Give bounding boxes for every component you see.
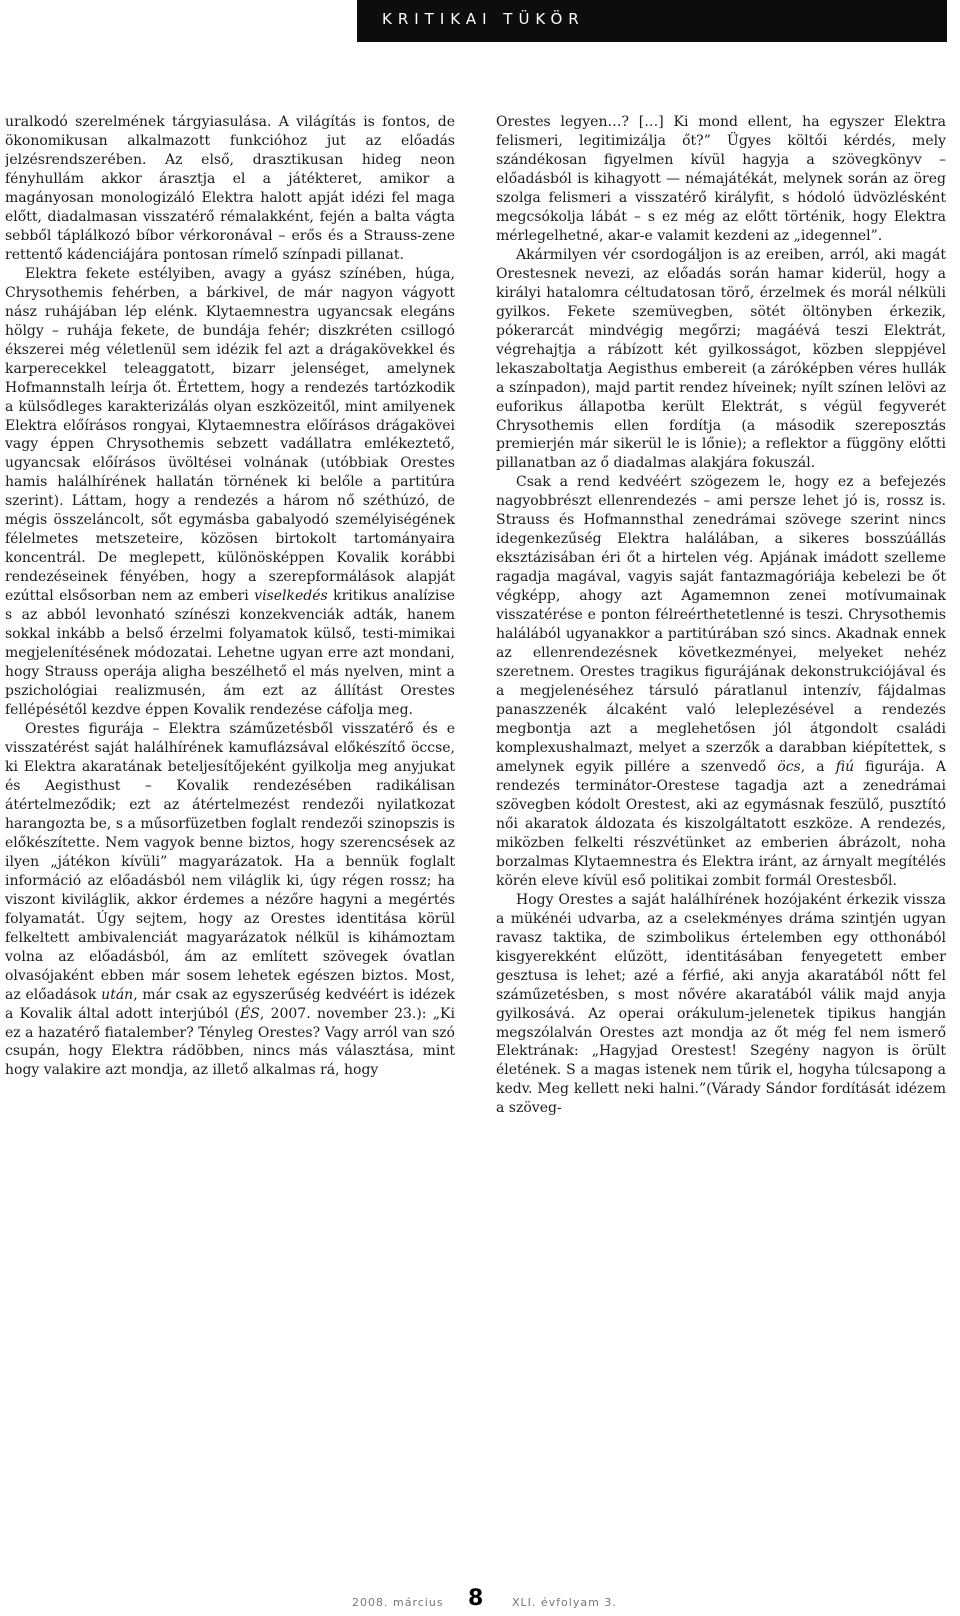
page-number: 8 — [468, 1586, 484, 1611]
paragraph: Csak a rend kedvéért szögezem le, hogy ez a befejezés nagyobbrészt ellenrendezés – ami persze lehet jó is, rossz is. Strauss és Hofmannsthal zenedrámai szövege szerint nincs idegenkezűség Elektra halálában, a sikeres bosszúállás eksztázisában éri őt a hirtelen vég. Apjának imádott szelleme ragadja magával, vagyis saját fantazmagóriája kebelezi be őt végképp, ahogy azt Agamemnon zenei motívumainak visszatérése e ponton félreérthetetlenné is teszi. Chrysothemis halálából ugyanakkor a partitúrában szó sincs. Akadnak ennek az ellenrendezésnek következményei, melyeket nehéz szeretnem. Orestes tragikus figurájának dekonstrukciójával és a megjelenéséhez társuló páratlanul intenzív, fájdalmas panaszzenék álcaként való leleplezésével a rendezés megbontja azt a meglehetősen jól átgondolt családi komplexushalmazt, melyet a szerzők a darabban kiépítettek, s amelynek egyik pillére a szenvedő öcs, a fiú figurája. A rendezés terminátor-Orestese tagadja azt a zenedrámai szövegben kódolt Orestest, aki az egymásnak feszülő, pusztító női akaratok áldozata és kiszolgáltatott eszköze. A rendezés, miközben felkelti részvétünket az emberien ábrázolt, noha borzalmas Klytaemnestra és Elektra iránt, az árnyalt megítélés körén eleve kívül eső politikai zombit formál Orestesből. — [496, 474, 946, 889]
left-column — [5, 113, 455, 1523]
right-column — [496, 113, 946, 1523]
footer-volume: XLI. évfolyam 3. — [512, 1596, 617, 1609]
paragraph: Elektra fekete estélyiben, avagy a gyász színében, húga, Chrysothemis fehérben, a bárkivel, de már nagyon vágyott nász ruhájában lép elénk. Klytaemnestra ugyancsak elegáns hölgy – ruhája fekete, de bundája fehér; diszkréten csillogó ékszerei még véletlenül sem idézik fel azt a drágakövekkel és karperecekkel teleaggatott, bizarr jelenséget, amelynek Hofmannstalh leírja őt. Értettem, hogy a rendezés tartózkodik a külsődleges karakterizálás olyan eszközeitől, mint amilyenek Elektra előírásos rongyai, Klytaemnestra előírásos drágakövei vagy éppen Chrysothemis sebzett vadállatra emlékeztető, ugyancsak előírásos üvöltései volnának (utóbbiak Orestes hamis halálhírének hallatán törnének ki belőle a partitúra szerint). Láttam, hogy a rendezés a három nő széthúzó, de mégis összeláncolt, sőt egymásba gabalyodó személyiségének félelmetes metszeteire, közösen birtokolt tartományaira koncentrál. De meglepett, különösképpen Kovalik korábbi rendezéseinek fényében, hogy a szerepformálások alapját ezúttal elsősorban nem az emberi viselkedés kritikus analízise s az abból levonható színészi konzekvenciák adták, hanem sokkal inkább a belső érzelmi folyamatok külső, testi-mimikai megjelenítésének módozatai. Lehetne ugyan erre azt mondani, hogy Strauss operája aligha beszélhető el más nyelven, mint a pszichológiai realizmusén, ám ezt az állítást Orestes fellépésétől kezdve éppen Kovalik rendezése cáfolja meg. — [5, 265, 455, 719]
paragraph: Orestes legyen…? […] Ki mond ellent, ha egyszer Elektra felismeri, legitimizálja őt?” Ügyes költői kérdés, mely szándékosan figyelmen kívül hagyja a szövegkönyv – előadásból is kihagyott — némajátékát, melynek során az öreg szolga felismeri a visszatérő királyfit, s hódoló üdvözlésként megcsókolja lábát – s ez még az előtt történik, hogy Elektra mérlegelhetné, akar-e valamit kezdeni az „idegennel”. — [496, 114, 946, 244]
paragraph: Orestes figurája – Elektra száműzetésből visszatérő és e visszatérést saját halálhírének kamuflázsával előkészítő öccse, ki Elektra akaratának beteljesítőjeként gyilkolja meg anyjukat és Aegisthust – Kovalik rendezésében radikálisan átértelmeződik; ezt az átértelmezést rendezői nyilatkozat harangozta be, s a műsorfüzetben foglalt rendezői szinopszis is előkészítette. Nem vagyok benne biztos, hogy szerencsések az ilyen „játékon kívüli” magyarázatok. Ha a bennük foglalt információ az előadásból nem világlik ki, úgy régen rossz; ha viszont kiviláglik, akkor érdemes a nézőre hagyni a megértés folyamatát. Úgy sejtem, hogy az Orestes identitása körül felkeltett ambivalenciát magyarázatok nélkül is kihámoztam volna az előadásból, ám az említett szövegek óvatlan olvasójaként ebben már sosem lehetek egészen biztos. Most, az előadások után, már csak az egyszerűség kedvéért is idézek a Kovalik által adott interjúból (ÉS, 2007. november 23.): „Ki ez a hazatérő fiatalember? Tényleg Orestes? Vagy arról van szó csupán, hogy Elektra rádöbben, nincs más választása, mint hogy valakire azt mondja, az illető alkalmas rá, hogy — [5, 721, 455, 1079]
footer-date: 2008. március — [352, 1596, 444, 1609]
section-title: KRITIKAI TÜKÖR — [382, 10, 585, 28]
paragraph: Akármilyen vér csordogáljon is az ereiben, arról, aki magát Orestesnek nevezi, az előadás során hamar kiderül, hogy a királyi hatalomra céltudatosan törő, érzelmek és morál nélküli gyilkos. Fekete szemüvegben, sötét öltönyben érkezik, pókerarcát mindvégig megőrzi; magáévá teszi Elektrát, végrehajtja a rábízott két gyilkosságot, közben sleppjével lekaszaboltatja Aegisthus embereit (a záróképben véres hullák a színpadon), majd partit rendez híveinek; nyílt színen lelövi az euforikus állapotba került Elektrát, s végül fegyverét Chrysothemis ellen fordítja (a második szereposztás premierjén már sikerül le is lőnie); a reflektor a függöny előtti pillanatban az ő diadalmas alakjára fokuszál. — [496, 246, 946, 472]
paragraph: Hogy Orestes a saját halálhírének hozójaként érkezik vissza a mükénéi udvarba, az a cselekményes dráma szintjén ugyan ravasz taktika, de szimbolikus értelemben egy otthonából kisgyerekként elűzött, identitásában fenyegetett ember gesztusa is lehet; azé a férfié, aki anyja akaratából nőtt fel száműzetésben, s most nővére akaratából válik majd anyja gyilkosává. Az operai orákulum-jelenetek tipikus hangján megszólalván Orestes azt mondja az őt még fel nem ismerő Elektrának: „Hagyjad Orestest! Szegény nagyon is örült életének. S a magas istenek nem tűrik el, hogyha túlcsapong a kedv. Meg kellett neki halni.”(Várady Sándor fordítását idézem a szöveg- — [496, 891, 946, 1117]
paragraph: uralkodó szerelmének tárgyiasulása. A világítás is fontos, de ökonomikusan alkalmazott funkcióhoz jut az előadás jelzésrendszerében. Az első, drasztikusan hideg neon fényhullám akkor árasztja el a játékteret, amikor a magányosan monologizáló Elektra halott apját idézi fel maga előtt, diadalmasan visszatérő rémalakként, fején a balta vágta sebből táplálkozó bíbor vérkoronával – erős és a Strauss-zene rettentő kádenciájára pontosan rímelő színpadi pillanat. — [5, 114, 455, 263]
